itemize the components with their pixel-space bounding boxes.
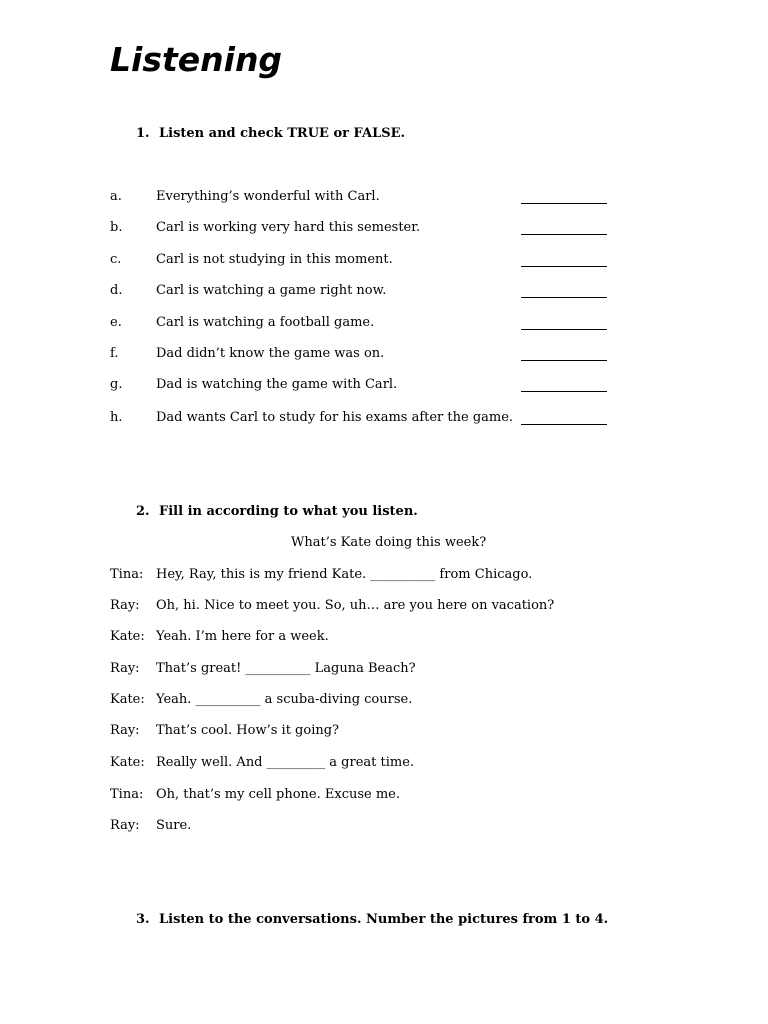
tf-item — [110, 345, 630, 363]
tf-item-text: Dad didn’t know the game was on. — [156, 346, 385, 361]
tf-item — [110, 188, 630, 206]
dialogue-text: Yeah. __________ a scuba-diving course. — [156, 692, 413, 707]
section-3-number: 3. — [136, 912, 150, 927]
dialogue-text: Oh, hi. Nice to meet you. So, uh… are you here on vacation? — [156, 598, 555, 613]
dialogue-text: Oh, that’s my cell phone. Excuse me. — [156, 787, 401, 802]
tf-item-letter: g. — [110, 377, 123, 392]
answer-blank — [521, 329, 607, 330]
speaker-name: Ray: — [110, 818, 140, 833]
section-3-heading — [136, 912, 608, 927]
speaker-name: Ray: — [110, 598, 140, 613]
answer-blank — [521, 203, 607, 204]
tf-item-letter: d. — [110, 283, 123, 298]
answer-blank — [521, 234, 607, 235]
tf-item-text: Dad is watching the game with Carl. — [156, 377, 398, 392]
speaker-name: Kate: — [110, 629, 145, 644]
tf-item-text: Dad wants Carl to study for his exams after the game. — [156, 410, 514, 425]
tf-item-letter: a. — [110, 189, 122, 204]
answer-blank — [521, 266, 607, 267]
tf-item-letter: c. — [110, 252, 122, 267]
speaker-name: Kate: — [110, 692, 145, 707]
section-3-heading-text: Listen to the conversations. Number the pictures from 1 to 4. — [159, 912, 609, 927]
tf-item-letter: h. — [110, 410, 123, 425]
dialogue-text: That’s great! __________ Laguna Beach? — [156, 661, 416, 676]
speaker-name: Kate: — [110, 755, 145, 770]
tf-item-letter: b. — [110, 220, 123, 235]
answer-blank — [521, 360, 607, 361]
answer-blank — [521, 391, 607, 392]
dialogue-text: Hey, Ray, this is my friend Kate. __________ from Chicago. — [156, 567, 533, 582]
section-2-heading — [136, 504, 418, 519]
tf-item — [110, 219, 630, 237]
dialogue-text: Yeah. I’m here for a week. — [156, 629, 329, 644]
answer-blank — [521, 297, 607, 298]
section-2-number: 2. — [136, 504, 150, 519]
dialogue-text: Sure. — [156, 818, 192, 833]
page-title: Listening — [110, 40, 283, 79]
tf-item-text: Carl is watching a game right now. — [156, 283, 387, 298]
dialogue-text: Really well. And _________ a great time. — [156, 755, 415, 770]
dialogue-text: That’s cool. How’s it going? — [156, 723, 340, 738]
speaker-name: Ray: — [110, 723, 140, 738]
tf-item — [110, 314, 630, 332]
tf-item — [110, 282, 630, 300]
speaker-name: Tina: — [110, 787, 144, 802]
tf-item-text: Everything’s wonderful with Carl. — [156, 189, 380, 204]
tf-item-text: Carl is working very hard this semester. — [156, 220, 421, 235]
section-1-number: 1. — [136, 126, 150, 141]
section-1-heading-text: Listen and check TRUE or FALSE. — [159, 126, 406, 141]
tf-item-letter: e. — [110, 315, 122, 330]
answer-blank — [521, 424, 607, 425]
section-1-heading — [136, 126, 405, 141]
section-2-heading-text: Fill in according to what you listen. — [159, 504, 418, 519]
tf-item-text: Carl is not studying in this moment. — [156, 252, 393, 267]
speaker-name: Ray: — [110, 661, 140, 676]
tf-item — [110, 376, 630, 394]
tf-item — [110, 251, 630, 269]
tf-item-letter: f. — [110, 346, 119, 361]
dialogue-title: What’s Kate doing this week? — [291, 535, 487, 550]
tf-item — [110, 409, 630, 427]
speaker-name: Tina: — [110, 567, 144, 582]
tf-item-text: Carl is watching a football game. — [156, 315, 375, 330]
